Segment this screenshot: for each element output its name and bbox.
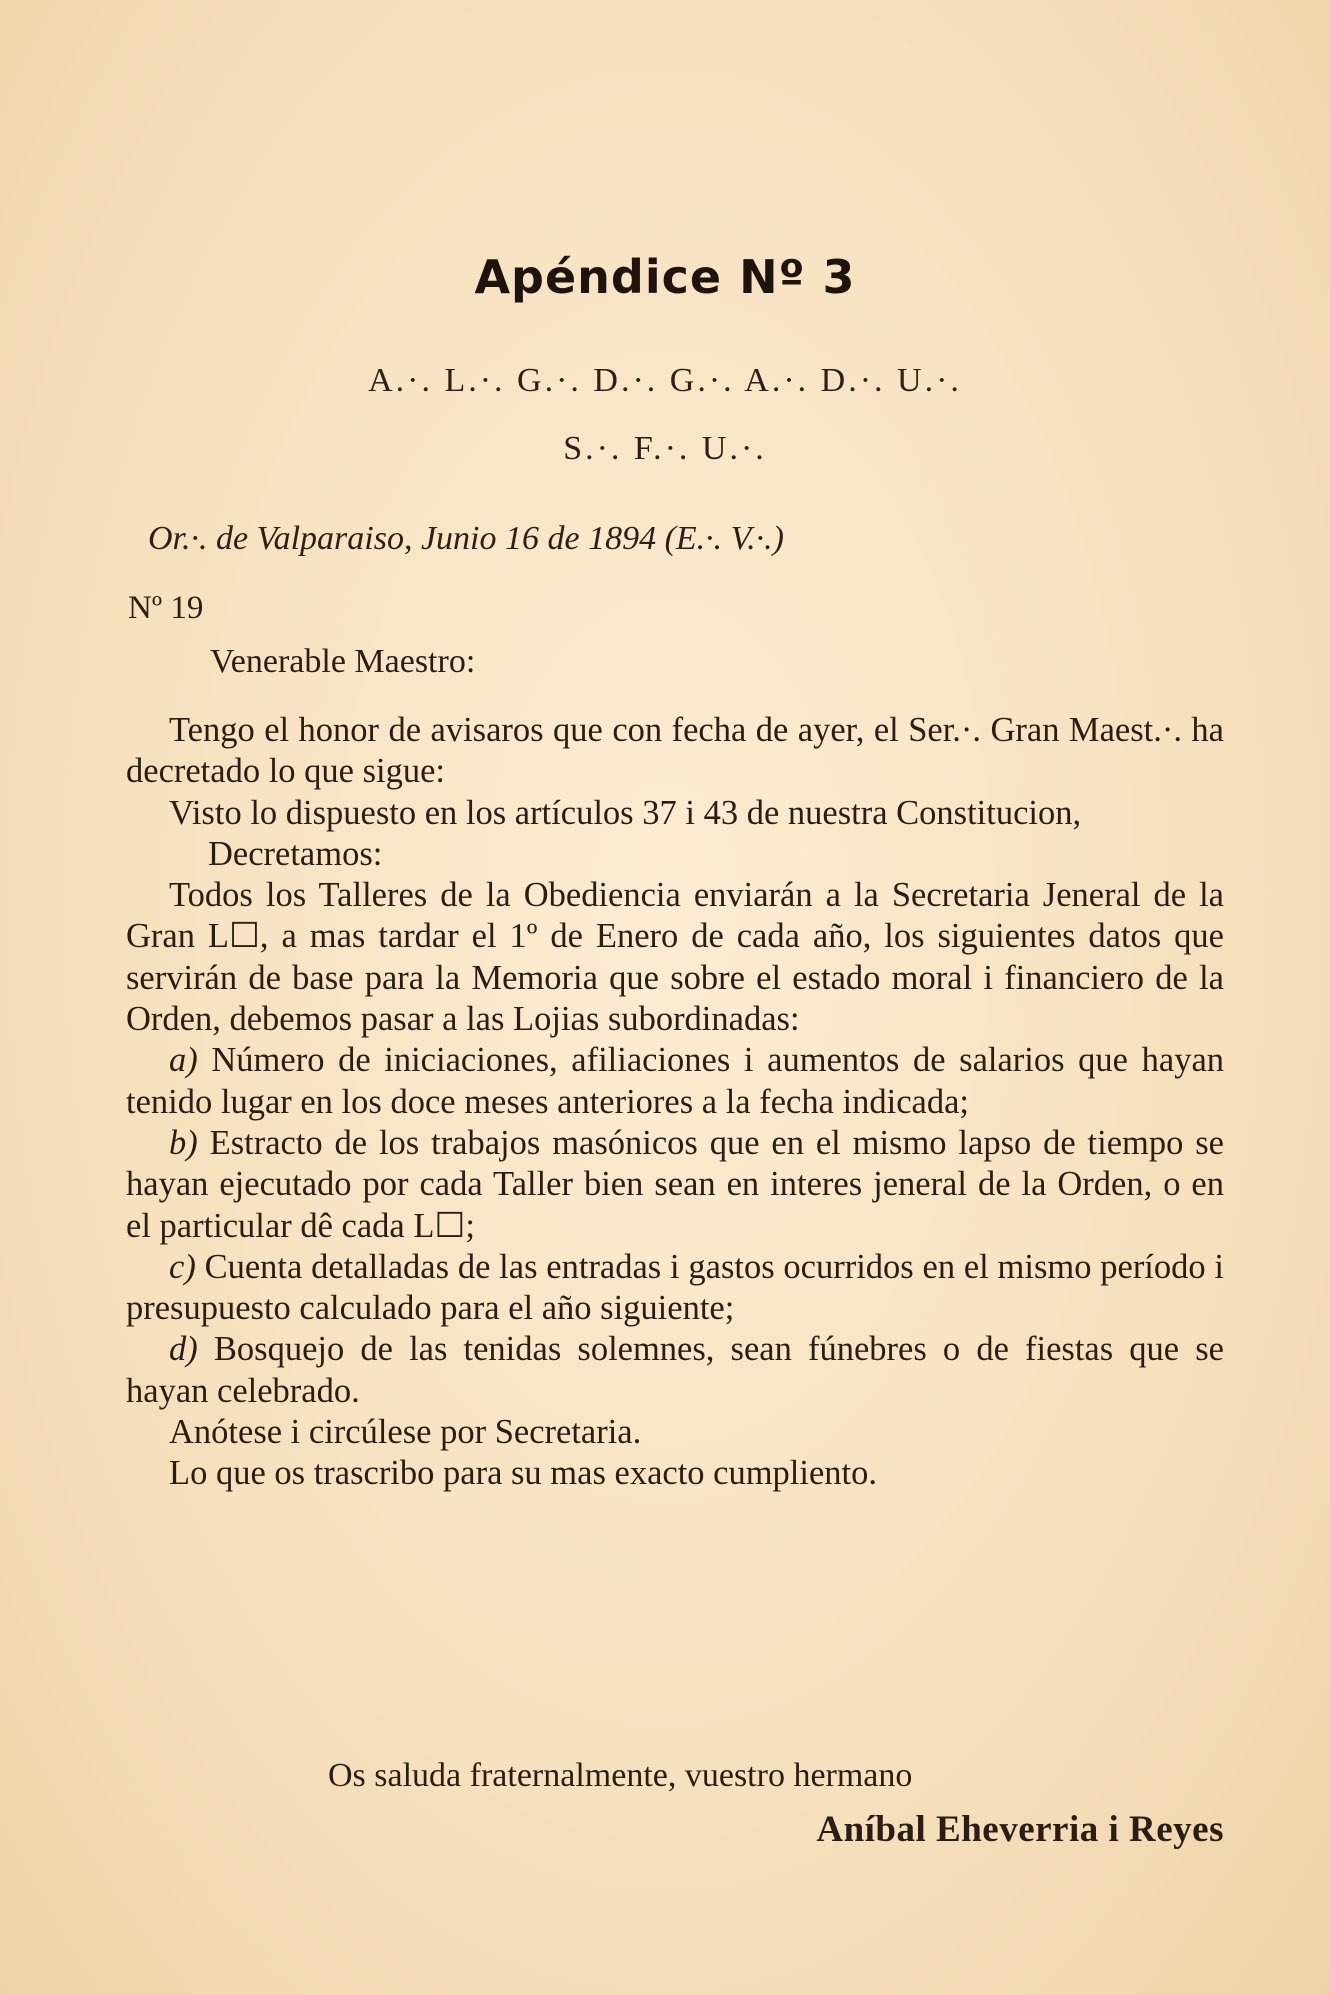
paragraph-visto: Visto lo dispuesto en los artículos 37 i 43 de nuestra Constitucion, — [169, 793, 1082, 832]
dateline: Or.·. de Valparaiso, Junio 16 de 1894 (E.·. V.·.) — [148, 520, 784, 557]
list-item-c — [126, 1247, 1224, 1330]
paragraph-decree: Todos los Talleres de la Obediencia enviarán a la Secretaria Jeneral de la Gran L☐, a mas tardar el 1º de Enero de cada año, los siguientes datos que servirán de base para la Memoria que sobre el estado moral i financiero de la Orden, debemos pasar a las Lojias subordinadas: — [126, 876, 1224, 1039]
salutation: Venerable Maestro: — [210, 643, 476, 680]
signature: Aníbal Eheverria i Reyes — [816, 1809, 1224, 1850]
document-number: Nº 19 — [128, 590, 204, 626]
masonic-abbreviation-line-1: A.·. L.·. G.·. D.·. G.·. A.·. D.·. U.·. — [368, 362, 962, 399]
paragraph-notice: Tengo el honor de avisaros que con fecha de ayer, el Ser.·. Gran Maest.·. ha decretado lo que sigue: — [126, 711, 1224, 791]
closing-line: Os saluda fraternalmente, vuestro hermano — [328, 1757, 913, 1794]
letter-body — [126, 710, 1224, 1495]
list-item-b — [126, 1123, 1224, 1247]
list-item-d — [126, 1329, 1224, 1412]
paragraph-trascribo: Lo que os trascribo para su mas exacto cumpliento. — [169, 1454, 877, 1493]
paragraph-anotese: Anótese i circúlese por Secretaria. — [169, 1413, 642, 1452]
item-letter-c: c) — [169, 1247, 196, 1286]
paragraph-decretamos: Decretamos: — [208, 834, 383, 873]
masonic-abbreviation-line-2: S.·. F.·. U.·. — [563, 430, 767, 467]
item-text-b: Estracto de los trabajos masónicos que en el mismo lapso de tiempo se hayan ejecutado por cada Taller bien sean en interes jeneral de la Orden, o en el particular dê cada L☐; — [126, 1123, 1224, 1245]
item-text-c: Cuenta detalladas de las entradas i gastos ocurridos en el mismo período i presupuesto calculado para el año siguiente; — [126, 1247, 1225, 1328]
item-text-a: Número de iniciaciones, afiliaciones i aumentos de salarios que hayan tenido lugar en los doce meses anteriores a la fecha indicada; — [126, 1041, 1225, 1121]
item-letter-d: d) — [169, 1330, 198, 1369]
item-letter-b: b) — [169, 1123, 198, 1162]
appendix-title: Apéndice Nº 3 — [474, 250, 856, 304]
list-item-a — [126, 1040, 1224, 1123]
item-letter-a: a) — [169, 1041, 198, 1080]
item-text-d: Bosquejo de las tenidas solemnes, sean fúnebres o de fiestas que se hayan celebrado. — [126, 1330, 1224, 1410]
